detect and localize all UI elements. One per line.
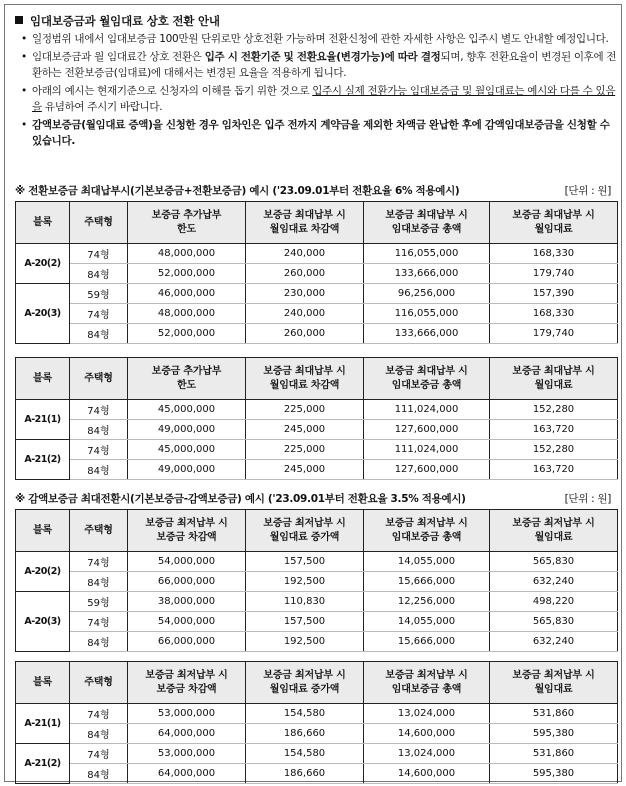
value-cell: 48,000,000 [128, 244, 246, 264]
value-cell: 154,580 [246, 704, 364, 724]
note-text: 일정범위 내에서 임대보증금 100만원 단위로만 상호전환 가능하며 전환신청에 관한 자세한 사항은 입주시 별도 안내할 예정입니다. [32, 33, 609, 45]
block-cell: A-21(2) [16, 440, 70, 480]
value-cell: 240,000 [246, 244, 364, 264]
value-cell: 152,280 [490, 440, 618, 460]
column-header: 보증금 추가납부 한도 [128, 358, 246, 400]
value-cell: 54,000,000 [128, 552, 246, 572]
value-cell: 186,660 [246, 764, 364, 784]
value-cell: 230,000 [246, 284, 364, 304]
value-cell: 632,240 [490, 632, 618, 652]
value-cell: 116,055,000 [364, 304, 490, 324]
section-heading-reduction-max [15, 491, 615, 505]
column-header: 블록 [16, 358, 70, 400]
value-cell: 53,000,000 [128, 704, 246, 724]
table-row [16, 704, 618, 724]
value-cell: 168,330 [490, 304, 618, 324]
house-type-cell: 84형 [70, 632, 128, 652]
column-header: 블록 [16, 662, 70, 704]
column-header: 보증금 최저납부 시 월임대료 증가액 [246, 510, 364, 552]
value-cell: 52,000,000 [128, 324, 246, 344]
column-header: 보증금 최대납부 시 월임대료 차감액 [246, 202, 364, 244]
table-row [16, 440, 618, 460]
column-header: 보증금 최대납부 시 임대보증금 총액 [364, 358, 490, 400]
column-header: 보증금 최저납부 시 임대보증금 총액 [364, 510, 490, 552]
value-cell: 632,240 [490, 572, 618, 592]
table-row [16, 632, 618, 652]
column-header: 보증금 최저납부 시 월임대료 [490, 662, 618, 704]
block-cell: A-21(2) [16, 744, 70, 784]
value-cell: 179,740 [490, 324, 618, 344]
value-cell: 192,500 [246, 632, 364, 652]
value-cell: 595,380 [490, 764, 618, 784]
block-cell: A-20(2) [16, 244, 70, 284]
note-text: 입주 시 전환기준 및 전환요율(변경가능)에 따라 결정 [204, 51, 441, 63]
value-cell: 14,055,000 [364, 552, 490, 572]
table-row [16, 460, 618, 480]
value-cell: 260,000 [246, 264, 364, 284]
table-row [16, 264, 618, 284]
value-cell: 127,600,000 [364, 420, 490, 440]
house-type-cell: 74형 [70, 244, 128, 264]
value-cell: 64,000,000 [128, 724, 246, 744]
house-type-cell: 74형 [70, 552, 128, 572]
house-type-cell: 59형 [70, 592, 128, 612]
house-type-cell: 84형 [70, 324, 128, 344]
value-cell: 96,256,000 [364, 284, 490, 304]
section-heading-text: ※ 전환보증금 최대납부시(기본보증금+전환보증금) 예시 ('23.09.01부터 전환요율 6% 적용예시) [15, 185, 460, 197]
value-cell: 157,390 [490, 284, 618, 304]
value-cell: 14,055,000 [364, 612, 490, 632]
table-row [16, 724, 618, 744]
note-text: 유념하여 주시기 바랍니다. [41, 101, 163, 113]
value-cell: 38,000,000 [128, 592, 246, 612]
house-type-cell: 84형 [70, 724, 128, 744]
house-type-cell: 74형 [70, 400, 128, 420]
value-cell: 49,000,000 [128, 420, 246, 440]
value-cell: 531,860 [490, 704, 618, 724]
section-heading-conversion-max [15, 183, 615, 197]
block-cell: A-20(2) [16, 552, 70, 592]
value-cell: 127,600,000 [364, 460, 490, 480]
value-cell: 163,720 [490, 420, 618, 440]
house-type-cell: 84형 [70, 764, 128, 784]
table-row [16, 244, 618, 264]
value-cell: 498,220 [490, 592, 618, 612]
value-cell: 240,000 [246, 304, 364, 324]
note-text: 되며, 향후 전환요율이 변경된 이후에 전환하는 전환보증금(임대료)에 대해서는 변경된 요율을 적용하게 됩니다. [32, 51, 617, 79]
column-header: 주택형 [70, 662, 128, 704]
value-cell: 565,830 [490, 612, 618, 632]
value-cell: 260,000 [246, 324, 364, 344]
unit-label: [단위 : 원] [564, 185, 611, 197]
table-row [16, 612, 618, 632]
note-text: 아래의 예시는 현재기준으로 신청자의 이해를 돕기 위한 것으로 [32, 85, 313, 97]
house-type-cell: 84형 [70, 264, 128, 284]
house-type-cell: 59형 [70, 284, 128, 304]
note-item [19, 49, 617, 81]
value-cell: 49,000,000 [128, 460, 246, 480]
column-header: 보증금 최대납부 시 월임대료 [490, 358, 618, 400]
note-item [19, 117, 617, 149]
column-header: 보증금 최대납부 시 월임대료 차감액 [246, 358, 364, 400]
value-cell: 111,024,000 [364, 440, 490, 460]
value-cell: 245,000 [246, 460, 364, 480]
value-cell: 168,330 [490, 244, 618, 264]
value-cell: 15,666,000 [364, 572, 490, 592]
value-cell: 186,660 [246, 724, 364, 744]
value-cell: 133,666,000 [364, 264, 490, 284]
note-text: 입주시 실제 전환가능 임대보증금 및 월임대료는 예시와 다를 수 있음을 [32, 85, 616, 113]
value-cell: 54,000,000 [128, 612, 246, 632]
value-cell: 111,024,000 [364, 400, 490, 420]
block-cell: A-21(1) [16, 400, 70, 440]
section-heading-text: ※ 감액보증금 최대전환시(기본보증금-감액보증금) 예시 ('23.09.01부터 전환요율 3.5% 적용예시) [15, 493, 466, 505]
value-cell: 14,600,000 [364, 764, 490, 784]
house-type-cell: 84형 [70, 572, 128, 592]
note-item [19, 31, 617, 47]
block-cell: A-20(3) [16, 284, 70, 344]
value-cell: 152,280 [490, 400, 618, 420]
house-type-cell: 74형 [70, 304, 128, 324]
value-cell: 154,580 [246, 744, 364, 764]
table-row [16, 592, 618, 612]
table-row [16, 400, 618, 420]
document-title-text: 임대보증금과 월임대료 상호 전환 안내 [30, 14, 220, 28]
value-cell: 179,740 [490, 264, 618, 284]
document-page [4, 4, 622, 782]
column-header: 보증금 추가납부 한도 [128, 202, 246, 244]
notes-list [19, 31, 617, 151]
value-cell: 163,720 [490, 460, 618, 480]
table-reduction-a20 [15, 509, 618, 652]
house-type-cell: 74형 [70, 440, 128, 460]
value-cell: 116,055,000 [364, 244, 490, 264]
value-cell: 192,500 [246, 572, 364, 592]
value-cell: 53,000,000 [128, 744, 246, 764]
block-cell: A-20(3) [16, 592, 70, 652]
house-type-cell: 74형 [70, 744, 128, 764]
house-type-cell: 84형 [70, 460, 128, 480]
value-cell: 52,000,000 [128, 264, 246, 284]
square-bullet-icon [15, 16, 23, 24]
value-cell: 245,000 [246, 420, 364, 440]
value-cell: 66,000,000 [128, 632, 246, 652]
note-text: 임대보증금과 월 임대료간 상호 전환은 [32, 51, 205, 63]
value-cell: 66,000,000 [128, 572, 246, 592]
column-header: 보증금 최대납부 시 월임대료 [490, 202, 618, 244]
column-header: 주택형 [70, 510, 128, 552]
value-cell: 46,000,000 [128, 284, 246, 304]
value-cell: 14,600,000 [364, 724, 490, 744]
table-row [16, 420, 618, 440]
value-cell: 157,500 [246, 612, 364, 632]
column-header: 보증금 최대납부 시 임대보증금 총액 [364, 202, 490, 244]
table-conversion-a21 [15, 357, 618, 480]
column-header: 블록 [16, 510, 70, 552]
house-type-cell: 84형 [70, 420, 128, 440]
table-row [16, 764, 618, 784]
value-cell: 64,000,000 [128, 764, 246, 784]
value-cell: 13,024,000 [364, 704, 490, 724]
value-cell: 13,024,000 [364, 744, 490, 764]
column-header: 보증금 최저납부 시 월임대료 증가액 [246, 662, 364, 704]
value-cell: 15,666,000 [364, 632, 490, 652]
value-cell: 225,000 [246, 440, 364, 460]
column-header: 보증금 최저납부 시 보증금 차감액 [128, 510, 246, 552]
table-row [16, 284, 618, 304]
table-row [16, 744, 618, 764]
value-cell: 565,830 [490, 552, 618, 572]
table-conversion-a20 [15, 201, 618, 344]
value-cell: 12,256,000 [364, 592, 490, 612]
column-header: 주택형 [70, 202, 128, 244]
value-cell: 48,000,000 [128, 304, 246, 324]
table-row [16, 572, 618, 592]
value-cell: 45,000,000 [128, 400, 246, 420]
table-row [16, 304, 618, 324]
document-title [15, 13, 220, 29]
table-row [16, 552, 618, 572]
value-cell: 157,500 [246, 552, 364, 572]
value-cell: 45,000,000 [128, 440, 246, 460]
column-header: 블록 [16, 202, 70, 244]
value-cell: 110,830 [246, 592, 364, 612]
table-row [16, 324, 618, 344]
column-header: 보증금 최저납부 시 임대보증금 총액 [364, 662, 490, 704]
unit-label: [단위 : 원] [564, 493, 611, 505]
note-text: 감액보증금(월임대료 증액)을 신청한 경우 임차인은 입주 전까지 계약금을 제외한 차액금 완납한 후에 감액임대보증금을 신청할 수 있습니다. [32, 119, 610, 147]
column-header: 보증금 최저납부 시 월임대료 [490, 510, 618, 552]
column-header: 보증금 최저납부 시 보증금 차감액 [128, 662, 246, 704]
column-header: 주택형 [70, 358, 128, 400]
house-type-cell: 74형 [70, 704, 128, 724]
table-reduction-a21 [15, 661, 618, 784]
house-type-cell: 74형 [70, 612, 128, 632]
value-cell: 531,860 [490, 744, 618, 764]
value-cell: 595,380 [490, 724, 618, 744]
block-cell: A-21(1) [16, 704, 70, 744]
value-cell: 133,666,000 [364, 324, 490, 344]
note-item [19, 83, 617, 115]
value-cell: 225,000 [246, 400, 364, 420]
